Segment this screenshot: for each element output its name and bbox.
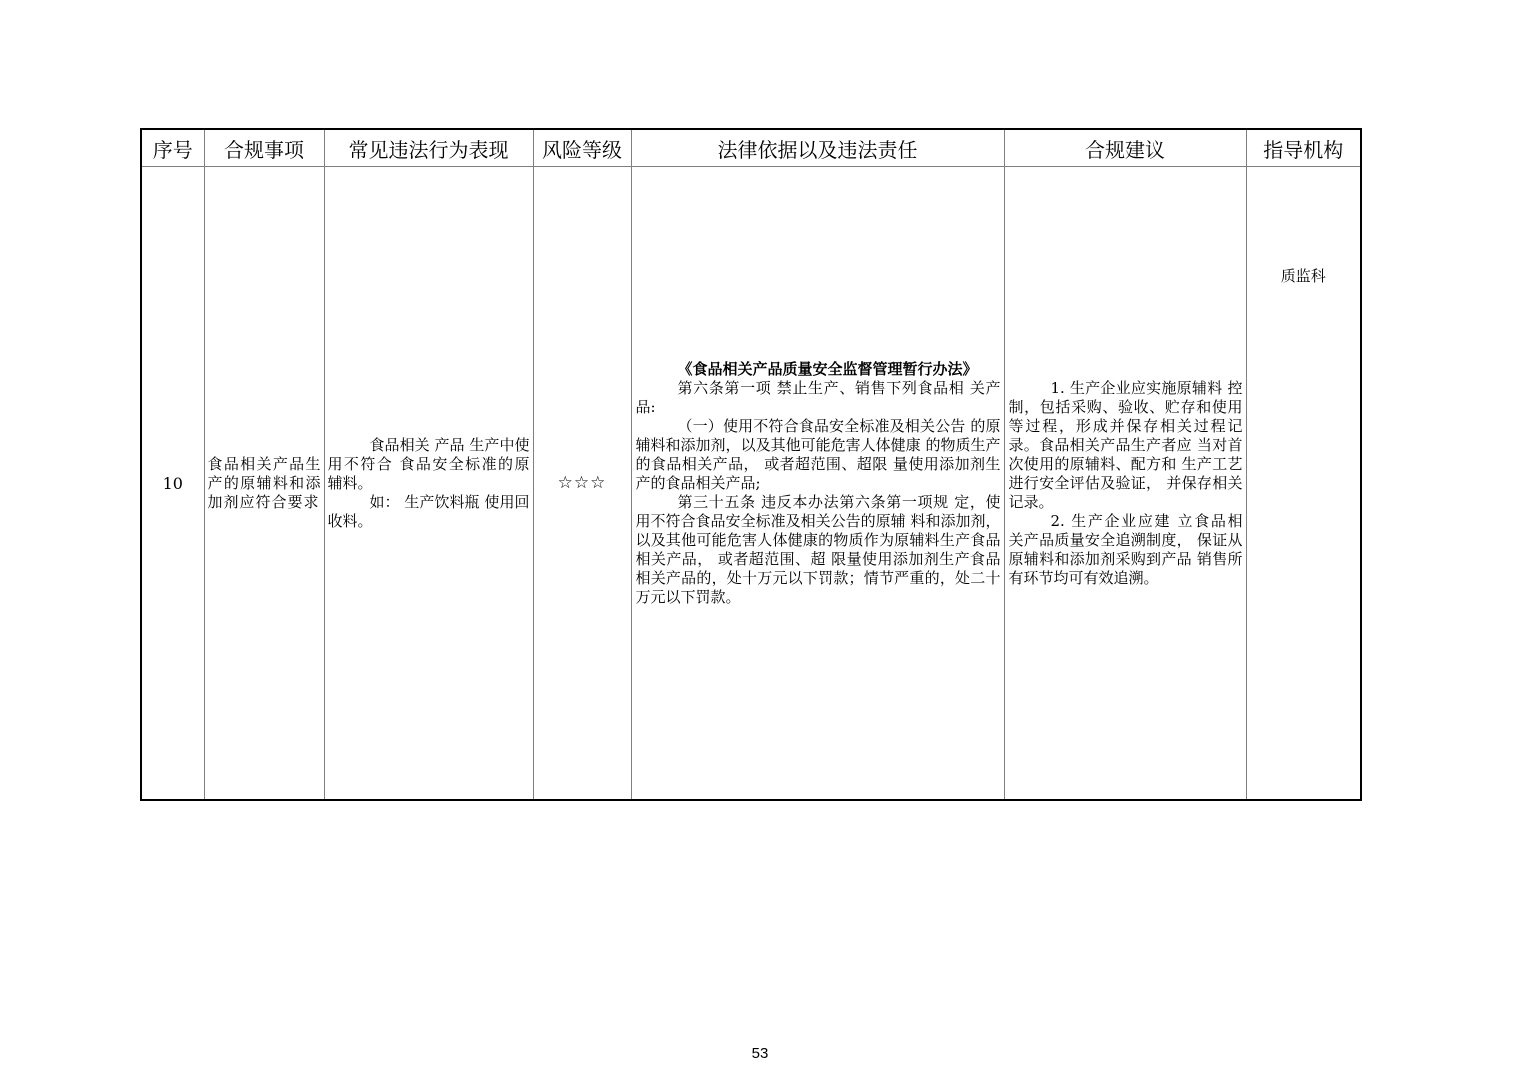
row-behavior [324,167,533,801]
row-item [204,167,324,801]
header-risk: 风险等级 [533,129,631,167]
compliance-table [140,128,1362,801]
advice-1: 1. 生产企业应实施原辅料 控制，包括采购、验收、贮存和使用等过程，形成并保存相关过程记录。食品相关产品生产者应 当对首次使用的原辅料、配方和 生产工艺进行安全评估及验证， 并保存相关记录。 [1008,378,1243,511]
row-no: 10 [141,167,204,801]
table-row [141,167,1361,801]
law-paragraph-3: 第三十五条 违反本办法第六条第一项规 定，使用不符合食品安全标准及相关公告的原辅 料和添加剂，以及其他可能危害人体健康的物质作为原辅料生产食品相关产品， 或者超范围、超 限量使用添加剂生产食品相关产品的，处十万元以下罚款；情节严重的，处二十万元以下罚款。 [635,492,1001,606]
behavior-line-2: 如： 生产饮料瓶 使用回收料。 [327,492,530,530]
law-paragraph-1: 第六条第一项 禁止生产、销售下列食品相 关产品: [635,378,1001,416]
page-number: 53 [751,1045,769,1062]
header-advice: 合规建议 [1004,129,1246,167]
advice-2: 2. 生产企业应建 立食品相 关产品质量安全追溯制度， 保证从原辅料和添加剂采购到产品 销售所有环节均可有效追溯。 [1008,511,1243,587]
row-advice [1004,167,1246,801]
header-item: 合规事项 [204,129,324,167]
row-org [1246,167,1361,801]
row-item-text: 食品相关产品生产的原辅料和添加剂应符合要求 [207,454,322,511]
header-behavior: 常见违法行为表现 [324,129,533,167]
risk-level: ☆☆☆ [533,167,631,801]
law-paragraph-2: （一）使用不符合食品安全标准及相关公告 的原辅料和添加剂，以及其他可能危害人体健康 的物质生产的食品相关产品， 或者超范围、超限 量使用添加剂生产的食品相关产品; [635,416,1001,492]
header-law: 法律依据以及违法责任 [631,129,1004,167]
org-text: 质监科 [1280,267,1326,285]
header-org: 指导机构 [1246,129,1361,167]
behavior-line-1: 食品相关 产品 生产中使用不符合 食品安全标准的原 辅料。 [327,435,530,492]
header-no: 序号 [141,129,204,167]
law-title: 《食品相关产品质量安全监督管理暂行办法》 [677,359,978,378]
row-law [631,167,1004,801]
header-row [141,129,1361,167]
